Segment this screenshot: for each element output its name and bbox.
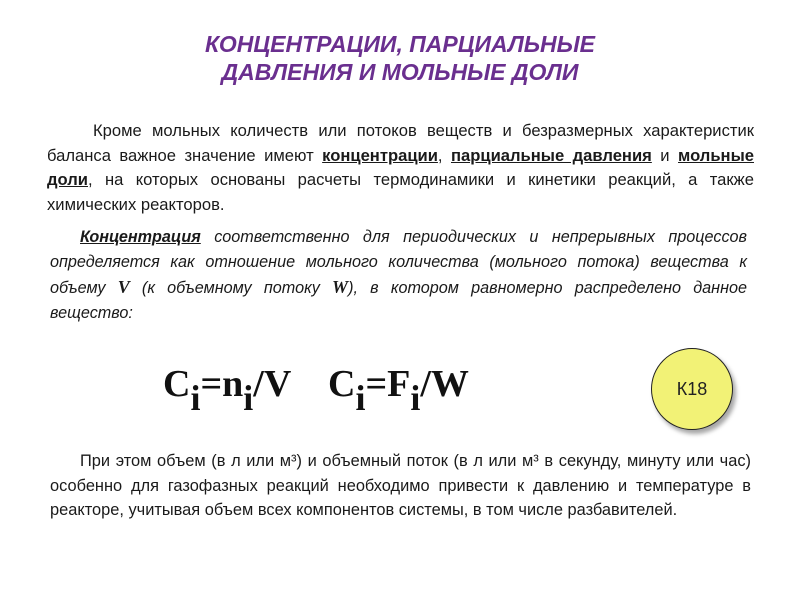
slide-number-badge bbox=[651, 348, 733, 430]
term-concentration: Концентрация bbox=[80, 228, 201, 246]
slide-title bbox=[0, 30, 800, 86]
formula-2-rhs-sub: i bbox=[410, 378, 421, 418]
definition-paragraph bbox=[50, 225, 747, 326]
title-line-2: ДАВЛЕНИЯ И МОЛЬНЫЕ ДОЛИ bbox=[221, 59, 579, 85]
intro-text-1: Кроме мольных количеств или потоков веществ и безразмерных характеристик баланса важное значение имеют bbox=[47, 121, 754, 165]
badge-label: К18 bbox=[676, 378, 708, 399]
intro-text-4: , на которых основаны расчеты термодинамики и кинетики реакций, а также химических реакторов. bbox=[47, 170, 754, 214]
note-text: При этом объем (в л или м³) и объемный поток (в л или м³ в секунду, минуту или час) особенно для газофазных реакций необходимо привести к давлению и температуре в реакторе, учитывая объем всех компонентов системы, в том числе разбавителей. bbox=[50, 452, 751, 519]
var-volume: V bbox=[117, 277, 130, 297]
definition-text-2: (к объемному потоку bbox=[129, 279, 333, 297]
intro-paragraph bbox=[47, 119, 754, 217]
formula-2-eq: =F bbox=[365, 363, 411, 405]
formula-batch bbox=[163, 362, 291, 422]
intro-text-2: , bbox=[437, 145, 451, 165]
definition-text-3: ), в котором равномерно распределено данное вещество: bbox=[50, 279, 747, 322]
formula-1-lhs-sub: i bbox=[190, 378, 201, 418]
note-paragraph bbox=[50, 449, 751, 523]
formula-2-rhs: /W bbox=[420, 363, 469, 405]
title-line-1: КОНЦЕНТРАЦИИ, ПАРЦИАЛЬНЫЕ bbox=[205, 31, 595, 57]
term-mole-fractions: мольные доли bbox=[47, 145, 754, 189]
term-partial-pressures: парциальные давления bbox=[451, 145, 652, 165]
formula-1-rhs-sub: i bbox=[243, 378, 254, 418]
formula-1-lhs: C bbox=[163, 363, 191, 405]
term-concentrations: концентрации bbox=[322, 145, 438, 165]
intro-text-3: и bbox=[651, 145, 679, 165]
formula-2-lhs: C bbox=[328, 363, 356, 405]
formula-1-eq: =n bbox=[200, 363, 244, 405]
var-flow: W bbox=[332, 277, 349, 297]
formula-2-lhs-sub: i bbox=[355, 378, 366, 418]
formula-continuous bbox=[328, 362, 469, 422]
formula-1-rhs: /V bbox=[253, 363, 292, 405]
definition-text-1: соответственно для периодических и непрерывных процессов определяется как отношение мольного количества (мольного потока) вещества к объему bbox=[50, 228, 747, 297]
